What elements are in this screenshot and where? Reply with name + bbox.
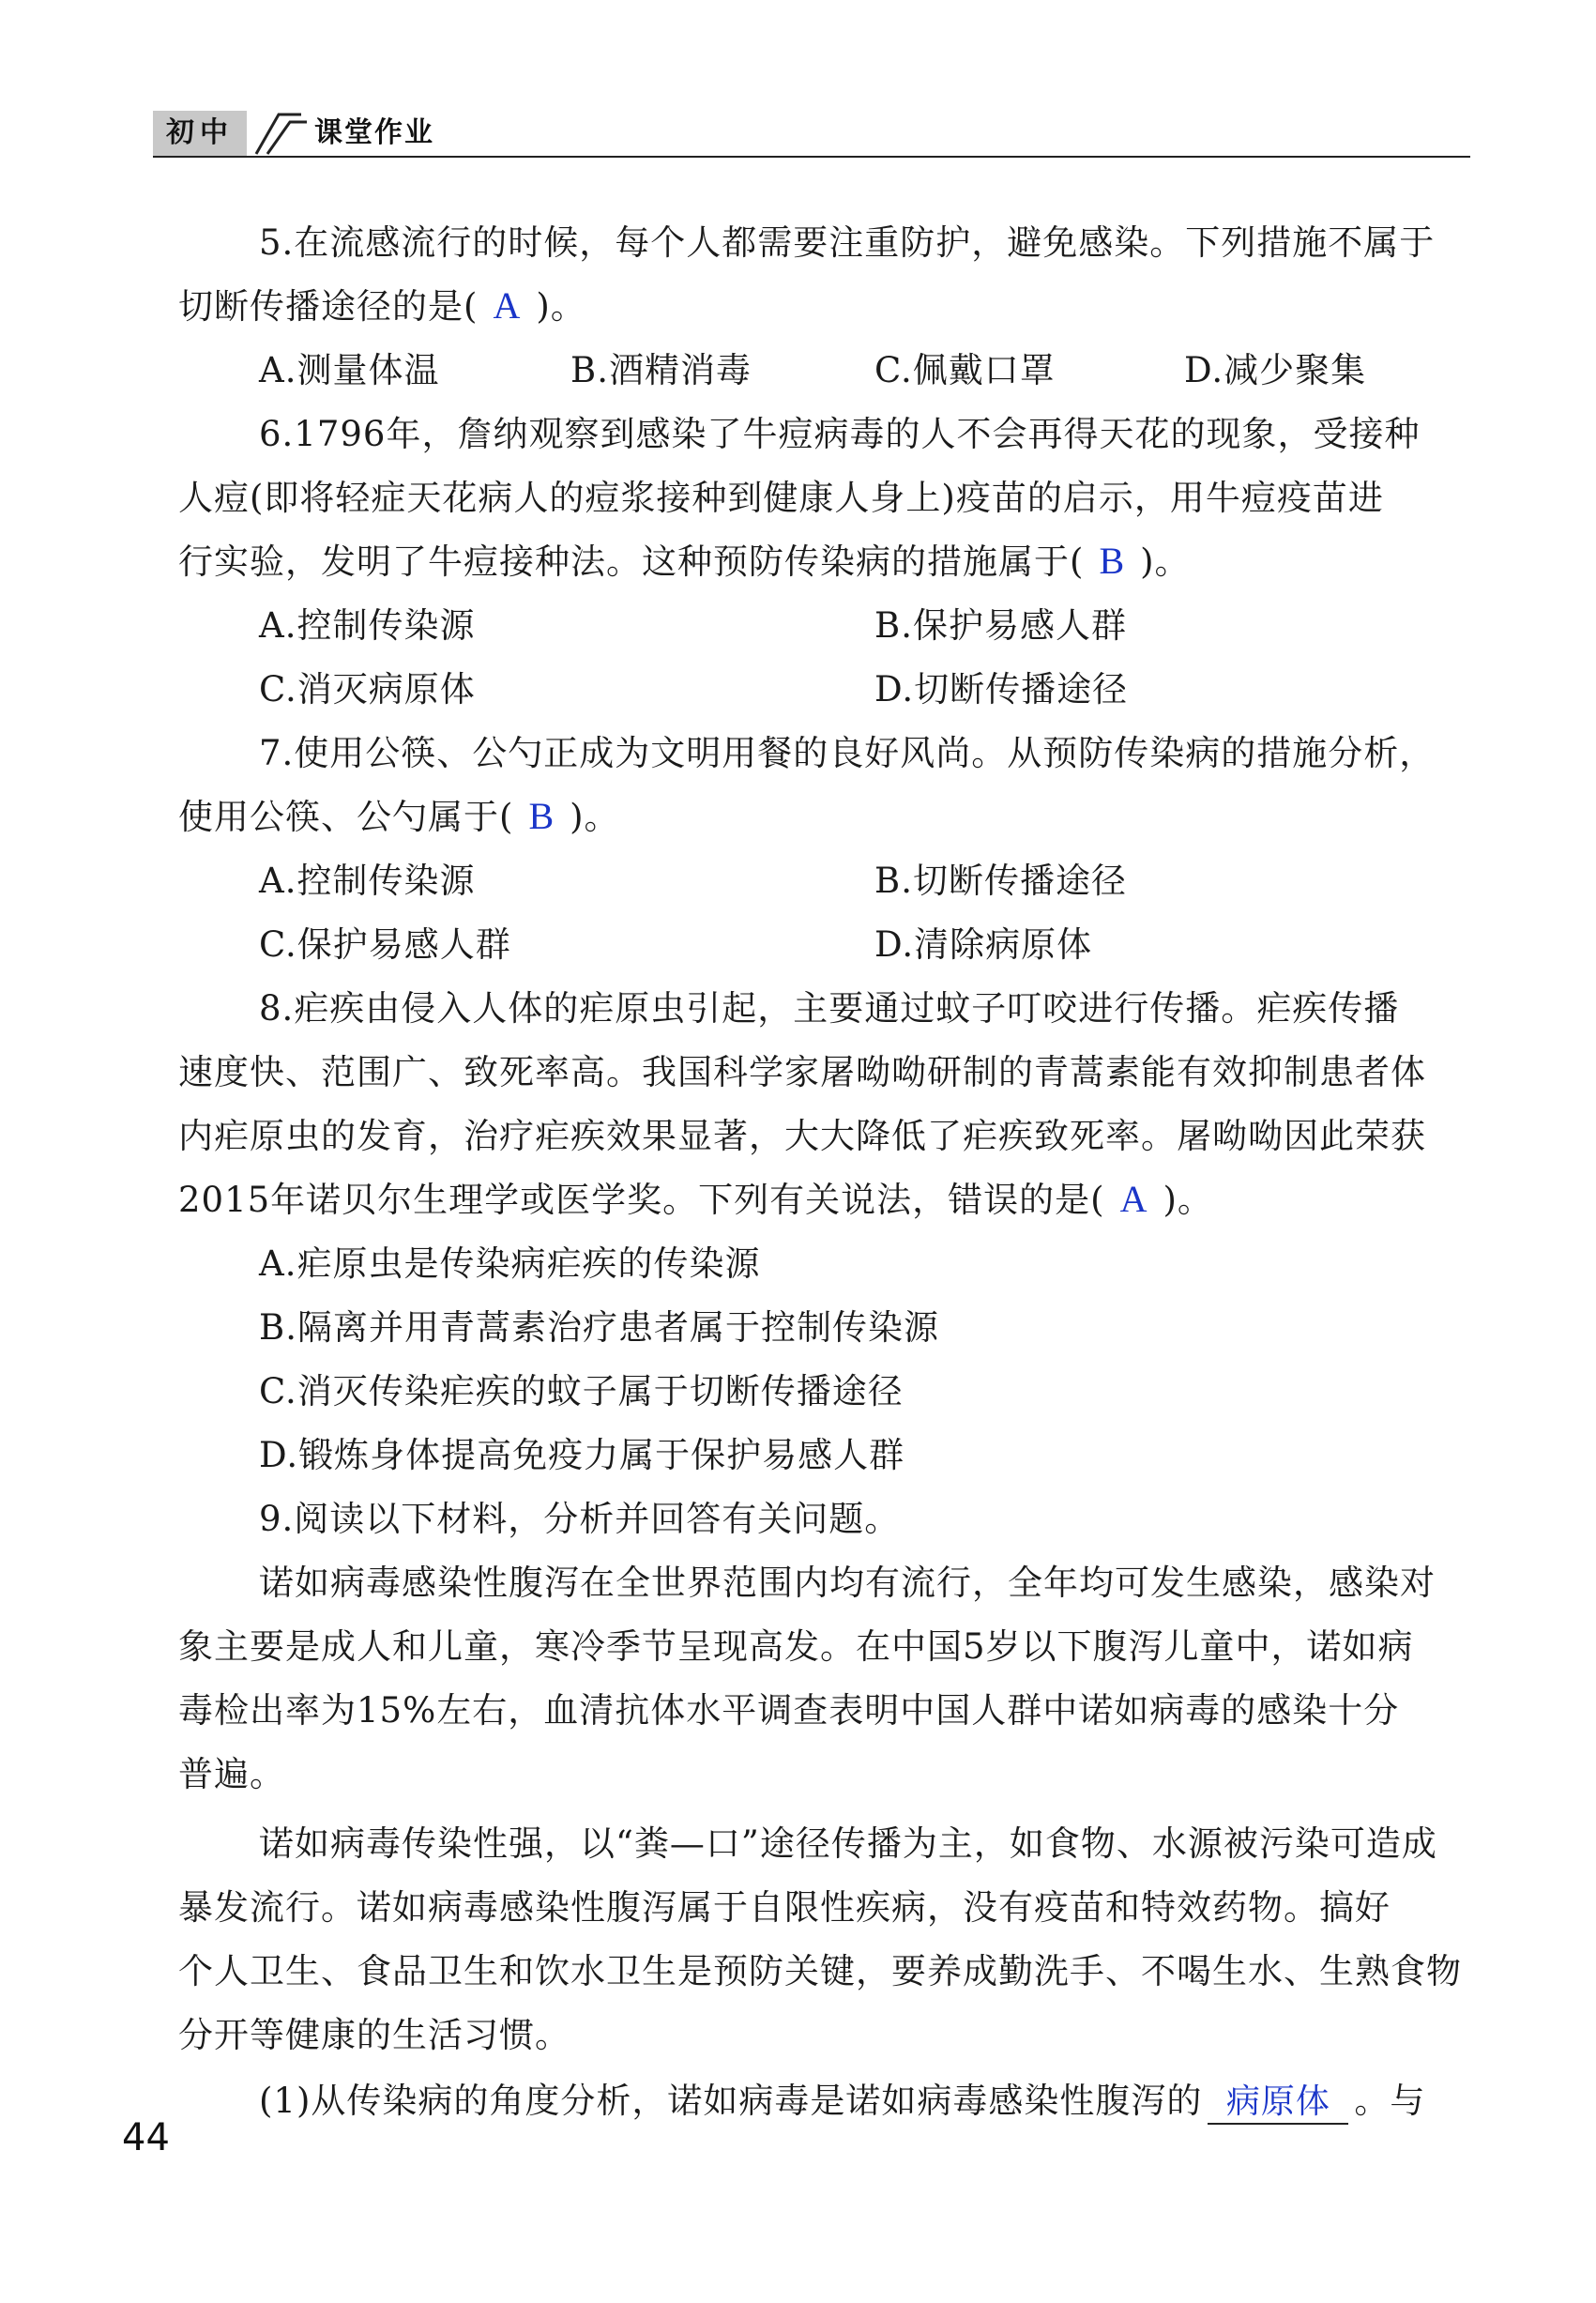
q8-option-c: C.消灭传染疟疾的蚊子属于切断传播途径	[259, 1371, 904, 1411]
q5-option-c: C.佩戴口罩	[874, 350, 1056, 390]
q8-stem-line1: 8.疟疾由侵入人体的疟原虫引起，主要通过蚊子叮咬进行传播。疟疾传播	[259, 988, 1400, 1029]
q5-stem-line1: 5.在流感流行的时候，每个人都需要注重防护，避免感染。下列措施不属于	[259, 222, 1436, 263]
q7-option-b: B.切断传播途径	[874, 861, 1127, 901]
q5-stem-line2: 切断传播途径的是( A )。	[178, 284, 586, 327]
q5-answer: A	[493, 284, 522, 327]
q6-option-a: A.控制传染源	[259, 605, 476, 646]
q6-stem-line1: 6.1796年，詹纳观察到感染了牛痘病毒的人不会再得天花的现象，受接种	[259, 414, 1421, 454]
q5-option-a: A.测量体温	[259, 350, 440, 390]
q6-option-b: B.保护易感人群	[874, 605, 1127, 646]
q6-option-c: C.消灭病原体	[259, 669, 476, 709]
header-rule	[153, 156, 1470, 158]
q7-answer: B	[528, 795, 555, 837]
q9-material-p2-line3: 个人卫生、食品卫生和饮水卫生是预防关键，要养成勤洗手、不喝生水、生熟食物	[178, 1951, 1462, 1991]
series-title: 课堂作业	[314, 116, 434, 149]
q8-stem-line4: 2015年诺贝尔生理学或医学奖。下列有关说法，错误的是( A )。	[178, 1178, 1213, 1220]
q9-material-p1-line3: 毒检出率为15%左右，血清抗体水平调查表明中国人群中诺如病毒的感染十分	[178, 1690, 1400, 1731]
q8-answer: A	[1119, 1178, 1148, 1220]
q9-material-p1-line4: 普遍。	[178, 1754, 285, 1794]
q8-option-d: D.锻炼身体提高免疫力属于保护易感人群	[259, 1435, 905, 1475]
q9-material-p2-line2: 暴发流行。诺如病毒感染性腹泻属于自限性疾病，没有疫苗和特效药物。搞好	[178, 1887, 1391, 1928]
q6-option-d: D.切断传播途径	[874, 669, 1129, 709]
q9-material-p2-line4: 分开等健康的生活习惯。	[178, 2015, 570, 2055]
q5-option-d: D.减少聚集	[1184, 350, 1367, 390]
q5-option-b: B.酒精消毒	[570, 350, 752, 390]
page-number: 44	[122, 2116, 170, 2159]
q7-option-a: A.控制传染源	[259, 861, 476, 901]
q8-option-b: B.隔离并用青蒿素治疗患者属于控制传染源	[259, 1307, 939, 1348]
q7-stem-line2: 使用公筷、公勺属于( B )。	[178, 795, 620, 837]
q8-option-a: A.疟原虫是传染病疟疾的传染源	[259, 1243, 761, 1284]
q9-sub1-answer: 病原体	[1208, 2075, 1348, 2125]
page-header	[153, 111, 1470, 158]
q9-sub1: (1)从传染病的角度分析，诺如病毒是诺如病毒感染性腹泻的 病原体 。与	[259, 2072, 1425, 2125]
q6-answer: B	[1099, 540, 1126, 582]
q9-material-p1-line1: 诺如病毒感染性腹泻在全世界范围内均有流行，全年均可发生感染，感染对	[259, 1563, 1436, 1603]
q9-stem: 9.阅读以下材料，分析并回答有关问题。	[259, 1499, 901, 1539]
q9-material-p1-line2: 象主要是成人和儿童，寒冷季节呈现高发。在中国5岁以下腹泻儿童中，诺如病	[178, 1626, 1414, 1667]
q8-stem-line3: 内疟原虫的发育，治疗疟疾效果显著，大大降低了疟疾致死率。屠呦呦因此荣获	[178, 1116, 1426, 1156]
q7-stem-line1: 7.使用公筷、公勺正成为文明用餐的良好风尚。从预防传染病的措施分析，	[259, 733, 1436, 773]
double-chevron-icon	[251, 105, 311, 158]
q7-option-c: C.保护易感人群	[259, 924, 511, 965]
q6-stem-line3: 行实验，发明了牛痘接种法。这种预防传染病的措施属于( B )。	[178, 540, 1191, 582]
q9-material-p2-line1: 诺如病毒传染性强，以“粪—口”途径传播为主，如食物、水源被污染可造成	[259, 1823, 1437, 1864]
q6-stem-line2: 人痘(即将轻症天花病人的痘浆接种到健康人身上)疫苗的启示，用牛痘疫苗进	[178, 478, 1384, 518]
q7-option-d: D.清除病原体	[874, 924, 1093, 965]
grade-tag: 初中	[153, 111, 247, 156]
q8-stem-line2: 速度快、范围广、致死率高。我国科学家屠呦呦研制的青蒿素能有效抑制患者体	[178, 1052, 1426, 1092]
